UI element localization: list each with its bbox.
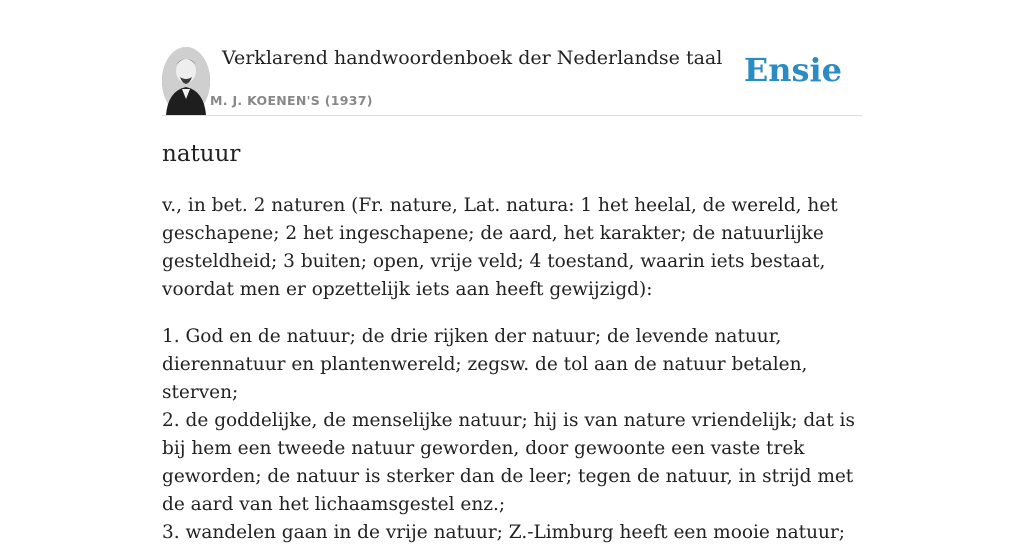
sense-item: 3. wandelen gaan in de vrije natuur; Z.-Limburg heeft een mooie natuur; (162, 522, 846, 543)
entry-intro: v., in bet. 2 naturen (Fr. nature, Lat. natura: 1 het heelal, de wereld, het geschapene; 2 het ingeschapene; de aard, het karakter; de natuurlijke gesteldheid; 3 buiten; open, vrije veld; 4 toestand, waarin iets bestaat, voordat men er opzettelijk iets aan heeft gewijzigd): (162, 195, 838, 300)
author-label: M. J. KOENEN'S (1937) (210, 93, 373, 108)
site-header (162, 0, 862, 116)
sense-item: 2. de goddelijke, de menselijke natuur; hij is van nature vriendelijk; dat is bij hem een tweede natuur geworden, door gewoonte een vaste trek geworden; de natuur is sterker dan de leer; tegen de natuur, in strijd met de aard van het lichaamsgestel enz.; (162, 410, 855, 515)
brand-logo[interactable]: Ensie (743, 51, 842, 89)
author-portrait-icon (162, 47, 210, 115)
entry-senses (162, 323, 862, 547)
sense-item: 1. God en de natuur; de drie rijken der natuur; de levende natuur, dierennatuur en plantenwereld; zegsw. de tol aan de natuur betalen, sterven; (162, 326, 808, 403)
content-container (162, 0, 862, 543)
entry-headword: natuur (162, 141, 241, 167)
book-title[interactable]: Verklarend handwoordenboek der Nederlandse taal (222, 47, 723, 69)
entry-body (162, 192, 862, 547)
